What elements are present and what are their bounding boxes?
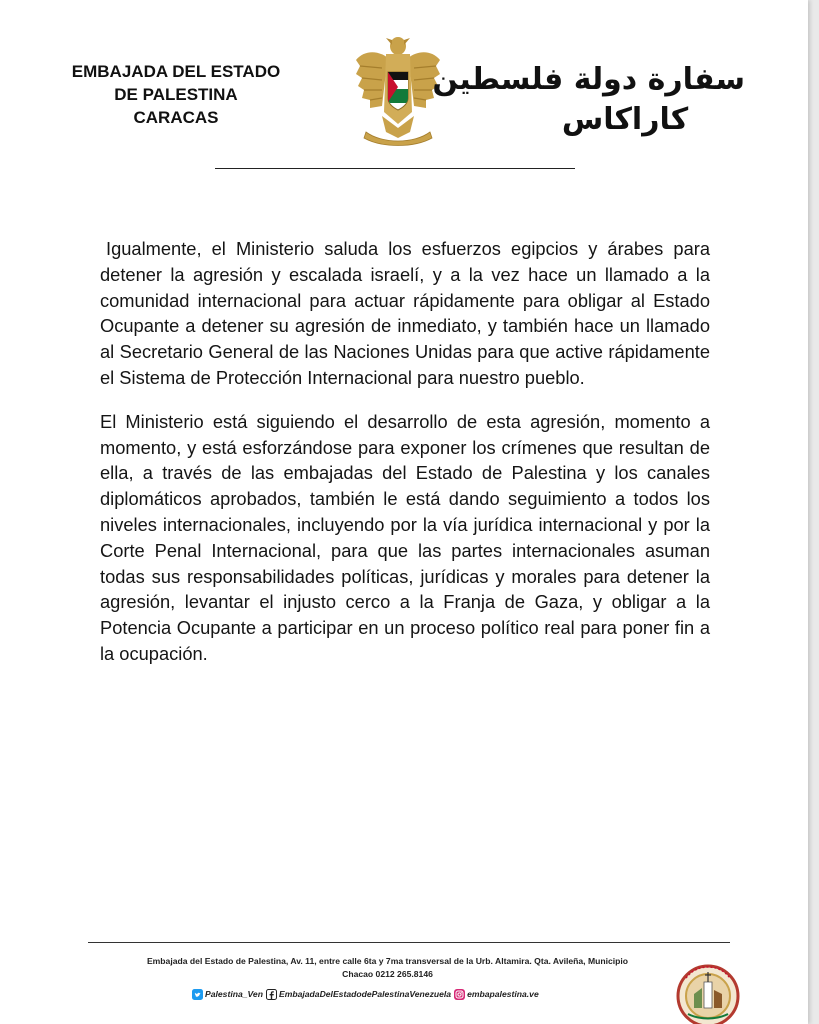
facebook-icon	[266, 989, 277, 1000]
paragraph-1: Igualmente, el Ministerio saluda los esfuerzos egipcios y árabes para detener la agresión y escalada israelí, y a la vez hace un llamado a la comunidad internacional para actuar rápidamente para obligar al Estado Ocupante a detener su agresión de inmediato, y también hace un llamado al Secretario General de las Naciones Unidas para que active rápidamente el Sistema de Protección Internacional para nuestro pueblo.	[100, 238, 710, 388]
header-spanish-line3: CARACAS	[133, 108, 219, 127]
header-arabic-line2: كاراكاس	[561, 102, 689, 137]
address-line-1: Embajada del Estado de Palestina, Av. 11, entre calle 6ta y 7ma transversal de la Urb. Altamira. Qta. Avileña, Municipio	[146, 956, 629, 966]
instagram-link[interactable]	[454, 989, 539, 1000]
embassy-seal-icon	[670, 958, 746, 1024]
twitter-handle: Palestina_Ven	[205, 989, 263, 999]
facebook-link[interactable]	[266, 989, 451, 1000]
header-arabic-line1: سفارة دولة فلسطين	[432, 62, 745, 97]
header-divider	[215, 168, 575, 169]
header-spanish-line2: DE PALESTINA	[114, 85, 238, 104]
instagram-handle: embapalestina.ve	[467, 989, 539, 999]
header-spanish	[40, 60, 312, 129]
address-line-2: Chacao 0212 265.8146	[342, 969, 433, 979]
footer-divider	[88, 942, 730, 943]
header-spanish-line1: EMBAJADA DEL ESTADO	[71, 62, 281, 81]
instagram-icon	[454, 989, 465, 1000]
letter-body	[100, 236, 710, 685]
footer-address	[100, 955, 675, 981]
facebook-handle: EmbajadaDelEstadodePalestinaVenezuela	[278, 989, 452, 999]
header-arabic	[432, 60, 745, 140]
paragraph-2: El Ministerio está siguiendo el desarrollo de esta agresión, momento a momento, y está esforzándose para exponer los crímenes que resultan de ella, a través de las embajadas del Estado de Palestina y los canales diplomáticos aprobados, también le está dando seguimiento a todos los niveles internacionales, incluyendo por la vía jurídica internacional y por la Corte Penal Internacional, para que las partes internacionales asuman todas sus responsabilidades políticas, jurídicas y morales para detener la agresión, levantar el injusto cerco a la Franja de Gaza, y obligar a la Potencia Ocupante a participar en un proceso político real para poner fin a la ocupación.	[100, 410, 710, 664]
twitter-link[interactable]	[192, 989, 263, 1000]
social-links	[192, 987, 542, 1001]
eagle-emblem-icon	[352, 32, 444, 148]
twitter-icon	[192, 989, 203, 1000]
